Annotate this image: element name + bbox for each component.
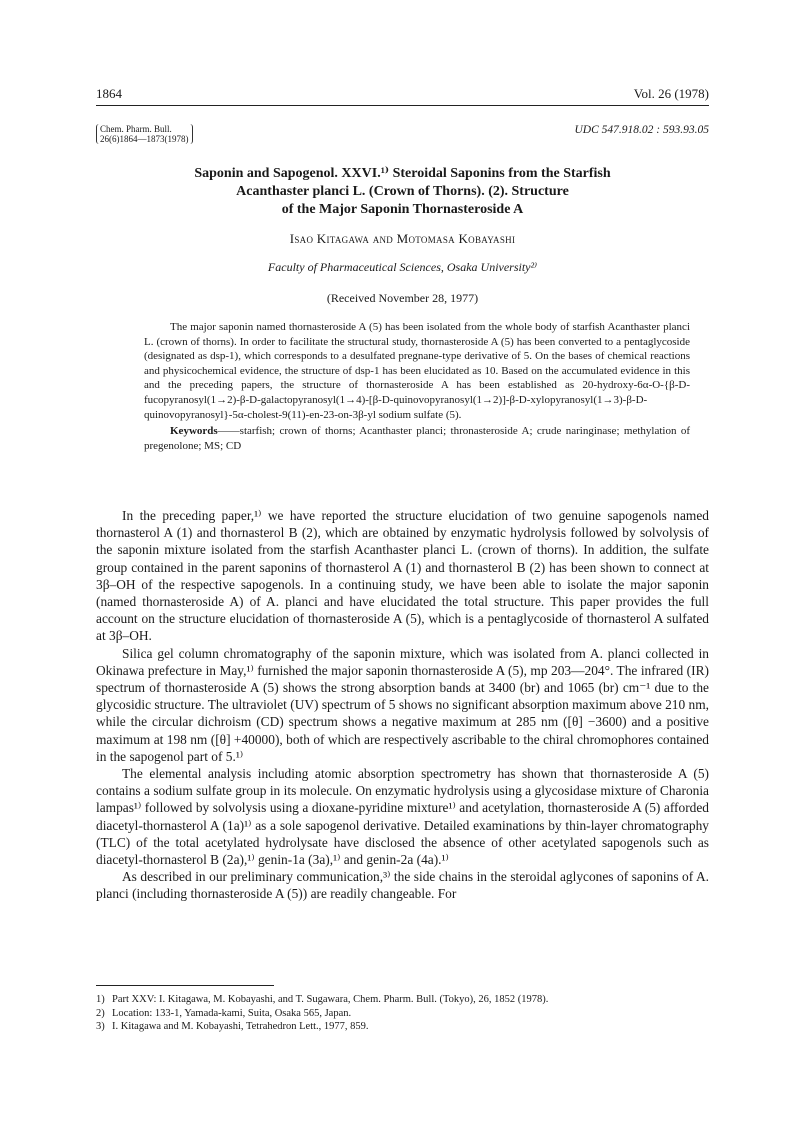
body-text [96,507,709,903]
abstract [144,320,690,453]
paragraph-4: As described in our preliminary communication,³⁾ the side chains in the steroidal aglycones of saponins of A. planci (including thornasteroside A (5)) are readily changeable. For [96,869,709,902]
page-number: 1864 [96,86,122,101]
footnote-divider [96,985,274,986]
affiliation: Faculty of Pharmaceutical Sciences, Osaka University²⁾ [267,260,538,274]
keywords-line [144,424,690,453]
paragraph-2: Silica gel column chromatography of the saponin mixture, which was isolated from A. planci collected in Okinawa prefecture in May,¹⁾ furnished the major saponin thornasteroside A (5), mp 203—204°. The infrared (IR) spectrum of thornasteroside A (5) shows the strong absorption bands at 3400 (br) and 1065 (br) cm⁻¹ due to the glycosidic structure. The ultraviolet (UV) spectrum of 5 shows no significant absorption maximum above 210 nm, while the circular dichroism (CD) spectrum shows a negative maximum at 285 nm ([θ] −3600) and a positive maximum at 198 nm ([θ] +40000), both of which are respectively ascribable to the chiral chromophores contained in the sapogenol part of 5.¹⁾ [96,645,710,764]
footnote-number: 3) [96,1021,105,1032]
received-date: (Received November 28, 1977) [326,291,479,305]
keywords-list: ——starfish; crown of thorns; Acanthaster planci; thronasteroside A; crude naringinase; methylation of pregenolone; MS; CD [144,425,690,452]
footnote-text: I. Kitagawa and M. Kobayashi, Tetrahedron Lett., 1977, 859. [112,1021,369,1032]
running-header [96,86,709,102]
paper-title [96,165,709,219]
author-list: Isao Kitagawa and Motomasa Kobayashi [289,231,516,246]
abstract-text: The major saponin named thornasteroside A (5) has been isolated from the whole body of starfish Acanthaster planci L. (crown of thorns). In order to facilitate the structural study, thornasteroside A (5) has been converted to a pentaglycoside (designated as dsp-1), which corresponds to a desulfated pregnane-type derivative of 5. On the bases of chemical reactions and physicochemical evidence, the structure of dsp-1 has been elucidated as 10. Based on the accumulated evidence in this and the preceding papers, the structure of thornasteroside A has been established as 20-hydroxy-6α-O-{β-D-fucopyranosyl(1→2)-β-D-galactopyranosyl(1→4)-[β-D-quinovopyranosyl(1→2)]-β-D-xylopyranosyl(1→3)-β-D-quinovopyranosyl}-5α-cholest-9(11)-en-23-on-3β-yl sodium sulfate (5). [144,321,690,421]
paragraph-3: The elemental analysis including atomic absorption spectrometry has shown that thornasteroside A (5) contains a sodium sulfate group in its molecule. On enzymatic hydrolysis using a glycosidase mixture of Charonia lampas¹⁾ followed by solvolysis using a dioxane-pyridine mixture¹⁾ and acetylation, thornasteroside A (5) afforded diacetyl-thornasterol A (1a)¹⁾ as a sole sapogenol derivative. Detailed examinations by thin-layer chromatography (TLC) of the total acetylated hydrolysate have disclosed the absence of other acetylated sapogenols such as diacetyl-thornasterol B (2a),¹⁾ genin-1a (3a),¹⁾ and genin-2a (4a).¹⁾ [96,766,709,868]
paragraph-1: In the preceding paper,¹⁾ we have reported the structure elucidation of two genuine sapogenols named thornasterol A (1) and thornasterol B (2), which are obtained by enzymatic hydrolysis followed by solvolysis of the saponin mixture isolated from the starfish Acanthaster planci L. (crown of thorns). In addition, the sulfate group contained in the parent saponins of thornasterol A (1) and thornasterol B (2) has been shown to connect at 3β–OH of the respective sapogenols. In a continuing study, we have been able to isolate the major saponin (named thornasteroside A) of A. planci and have elucidated the total structure. This paper provides the full account on the structure elucidation of thornasteroside A (5), which is a pentaglycoside of thornasterol A sulfated at 3β–OH. [96,508,709,644]
title-line-1: Saponin and Sapogenol. XXVI.¹⁾ Steroidal Saponins from the Starfish [194,166,611,181]
volume-label: Vol. 26 (1978) [633,86,709,101]
footnote-text: Part XXV: I. Kitagawa, M. Kobayashi, and T. Sugawara, Chem. Pharm. Bull. (Tokyo), 26, 1852 (1978). [112,994,549,1005]
footnote-number: 2) [96,1007,105,1019]
keywords-label: Keywords [170,425,218,438]
journal-citation [96,124,193,144]
citation-pages: 26(6)1864—1873(1978) [100,134,189,144]
footnotes [96,993,709,1034]
citation-journal: Chem. Pharm. Bull. [100,124,172,134]
footnote-text: Location: 133-1, Yamada-kami, Suita, Osaka 565, Japan. [112,1007,352,1019]
header-divider [96,105,709,106]
footnote-1 [96,993,709,1007]
footnote-2 [96,1007,709,1021]
title-line-2: Acanthaster planci L. (Crown of Thorns). (2). Structure [236,184,569,199]
footnote-3 [96,1020,709,1034]
title-line-3: of the Major Saponin Thornasteroside A [281,202,524,217]
footnote-number: 1) [96,994,105,1005]
udc-code: UDC 547.918.02 : 593.93.05 [574,124,709,136]
